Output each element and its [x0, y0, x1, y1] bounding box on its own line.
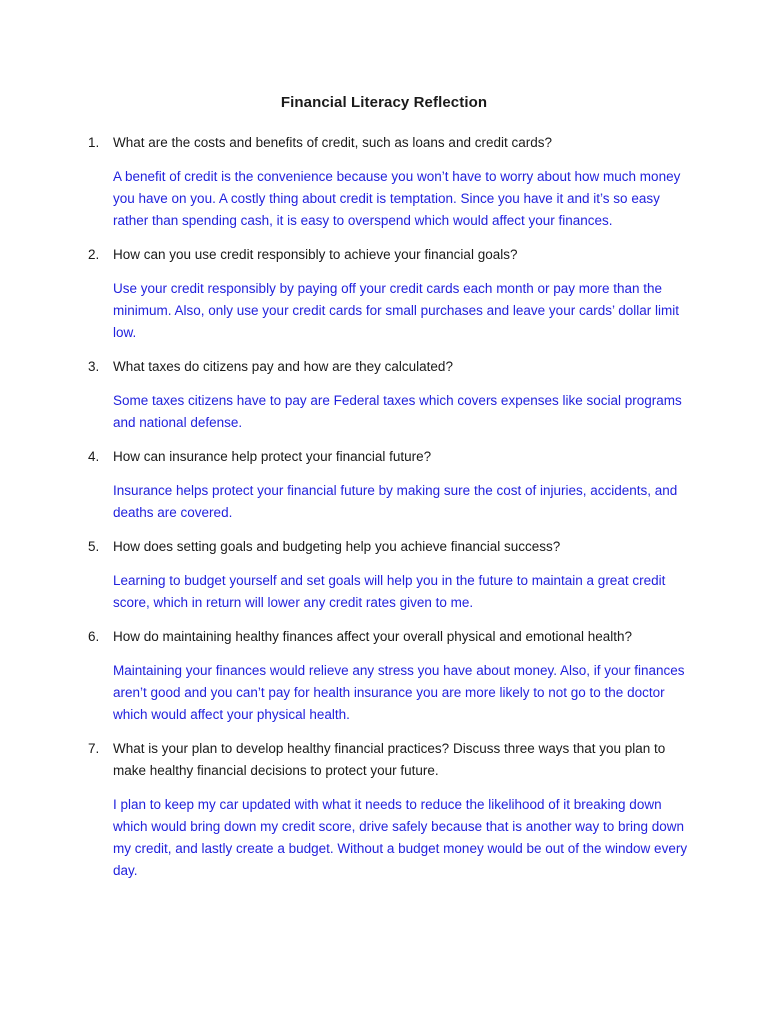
question-text: How does setting goals and budgeting help you achieve financial success?: [113, 539, 561, 554]
question-number: 5.: [88, 539, 100, 554]
question-number: 3.: [88, 359, 100, 374]
qa-item-1: [88, 132, 688, 232]
question-3: [88, 356, 688, 378]
answer-5: Learning to budget yourself and set goals will help you in the future to maintain a great credit score, which in return will lower any credit rates given to me.: [113, 573, 666, 610]
question-text: What are the costs and benefits of credit, such as loans and credit cards?: [113, 135, 552, 150]
qa-item-2: [88, 244, 688, 344]
question-number: 4.: [88, 449, 100, 464]
question-6: [88, 626, 688, 648]
qa-item-3: [88, 356, 688, 434]
question-number: 2.: [88, 247, 100, 262]
answer-3: Some taxes citizens have to pay are Federal taxes which covers expenses like social programs and national defense.: [113, 393, 682, 430]
answer-6: Maintaining your finances would relieve any stress you have about money. Also, if your finances aren’t good and you can’t pay for health insurance you are more likely to not go to the doctor which would affect your physical health.: [113, 663, 685, 722]
question-text: What taxes do citizens pay and how are they calculated?: [113, 359, 453, 374]
question-4: [88, 446, 688, 468]
question-text: What is your plan to develop healthy financial practices? Discuss three ways that you plan to make healthy financial decisions to protect your future.: [113, 741, 666, 778]
answer-4: Insurance helps protect your financial future by making sure the cost of injuries, accidents, and deaths are covered.: [113, 483, 678, 520]
answer-7: I plan to keep my car updated with what it needs to reduce the likelihood of it breaking down which would bring down my credit score, drive safely because that is another way to bring down my credit, and lastly create a budget. Without a budget money would be out of the window every day.: [113, 797, 688, 878]
question-2: [88, 244, 688, 266]
answer-1: A benefit of credit is the convenience because you won’t have to worry about how much money you have on you. A costly thing about credit is temptation. Since you have it and it’s so easy rather than spending cash, it is easy to overspend which would affect your finances.: [113, 169, 681, 228]
answer-2: Use your credit responsibly by paying off your credit cards each month or pay more than the minimum. Also, only use your credit cards for small purchases and leave your cards’ dollar limit low.: [113, 281, 679, 340]
question-number: 7.: [88, 741, 100, 756]
question-number: 1.: [88, 135, 100, 150]
question-number: 6.: [88, 629, 100, 644]
qa-item-6: [88, 626, 688, 726]
qa-item-5: [88, 536, 688, 614]
question-text: How can you use credit responsibly to achieve your financial goals?: [113, 247, 518, 262]
document-title: Financial Literacy Reflection: [280, 94, 488, 111]
question-text: How do maintaining healthy finances affect your overall physical and emotional health?: [113, 629, 633, 644]
qa-item-7: [88, 738, 688, 882]
question-5: [88, 536, 688, 558]
question-text: How can insurance help protect your financial future?: [113, 449, 432, 464]
qa-item-4: [88, 446, 688, 524]
question-list: [88, 132, 688, 894]
question-1: [88, 132, 688, 154]
question-7: [88, 738, 688, 782]
